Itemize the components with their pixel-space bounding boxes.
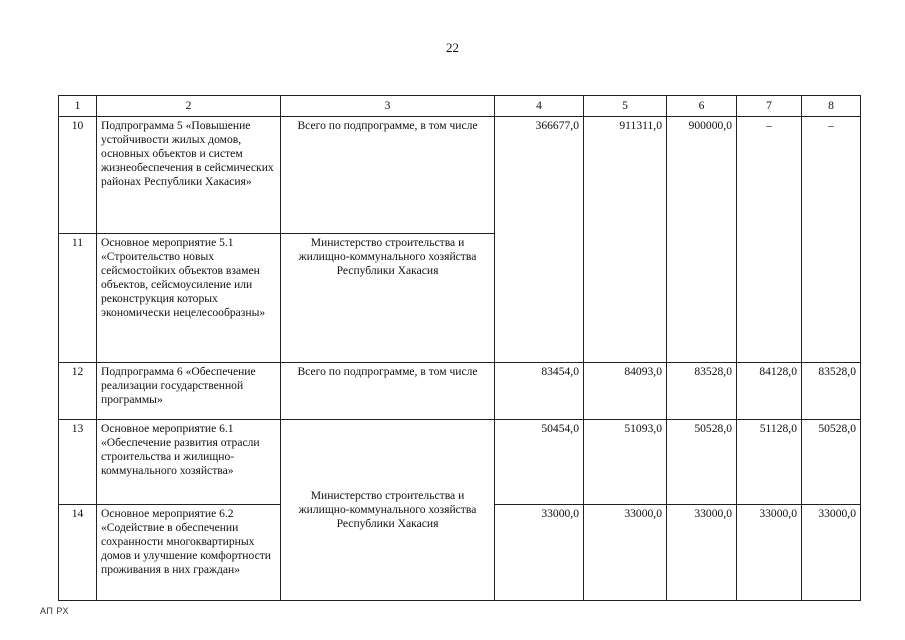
footer-stamp: АП РХ [40, 606, 69, 616]
header-cell: 3 [281, 96, 495, 117]
value-cell: – [802, 117, 861, 363]
value-cell: 83454,0 [495, 363, 584, 420]
row-name: Основное мероприятие 5.1 «Строительство новых сейсмостойких объектов взамен объектов, сейсмоусиление или реконструкция которых экономически нецелесообразны» [97, 234, 281, 363]
value-cell: 33000,0 [667, 505, 737, 601]
value-cell: 50454,0 [495, 420, 584, 505]
header-cell: 7 [737, 96, 802, 117]
row-executor: Всего по подпрограмме, в том числе [281, 363, 495, 420]
page-number: 22 [446, 40, 459, 55]
table-row [59, 363, 861, 420]
value-cell: 33000,0 [495, 505, 584, 601]
value-cell: 900000,0 [667, 117, 737, 363]
value-cell: 51093,0 [584, 420, 667, 505]
value-cell: 50528,0 [667, 420, 737, 505]
header-cell: 8 [802, 96, 861, 117]
row-executor: Министерство строительства и жилищно-коммунального хозяйства Республики Хакасия [281, 420, 495, 601]
row-name: Основное мероприятие 6.2 «Содействие в обеспечении сохранности многоквартирных домов и улучшение комфортности проживания в них граждан» [97, 505, 281, 601]
value-cell: 33000,0 [737, 505, 802, 601]
value-cell: – [737, 117, 802, 363]
value-cell: 366677,0 [495, 117, 584, 363]
table-row [59, 420, 861, 505]
row-number: 12 [59, 363, 97, 420]
row-executor: Всего по подпрограмме, в том числе [281, 117, 495, 234]
row-number: 11 [59, 234, 97, 363]
row-name: Основное мероприятие 6.1 «Обеспечение развития отрасли строительства и жилищно-коммунального хозяйства» [97, 420, 281, 505]
header-cell: 2 [97, 96, 281, 117]
value-cell: 84093,0 [584, 363, 667, 420]
row-number: 14 [59, 505, 97, 601]
row-executor: Министерство строительства и жилищно-коммунального хозяйства Республики Хакасия [281, 234, 495, 363]
table-row [59, 117, 861, 234]
value-cell: 50528,0 [802, 420, 861, 505]
header-cell: 5 [584, 96, 667, 117]
row-number: 10 [59, 117, 97, 234]
budget-table [58, 95, 861, 601]
row-name: Подпрограмма 6 «Обеспечение реализации государственной программы» [97, 363, 281, 420]
value-cell: 83528,0 [802, 363, 861, 420]
table-header-row [59, 96, 861, 117]
header-cell: 1 [59, 96, 97, 117]
value-cell: 33000,0 [802, 505, 861, 601]
value-cell: 911311,0 [584, 117, 667, 363]
header-cell: 6 [667, 96, 737, 117]
value-cell: 84128,0 [737, 363, 802, 420]
row-name: Подпрограмма 5 «Повышение устойчивости жилых домов, основных объектов и систем жизнеобеспечения в сейсмических районах Республики Хакасия» [97, 117, 281, 234]
row-number: 13 [59, 420, 97, 505]
value-cell: 83528,0 [667, 363, 737, 420]
value-cell: 51128,0 [737, 420, 802, 505]
value-cell: 33000,0 [584, 505, 667, 601]
header-cell: 4 [495, 96, 584, 117]
